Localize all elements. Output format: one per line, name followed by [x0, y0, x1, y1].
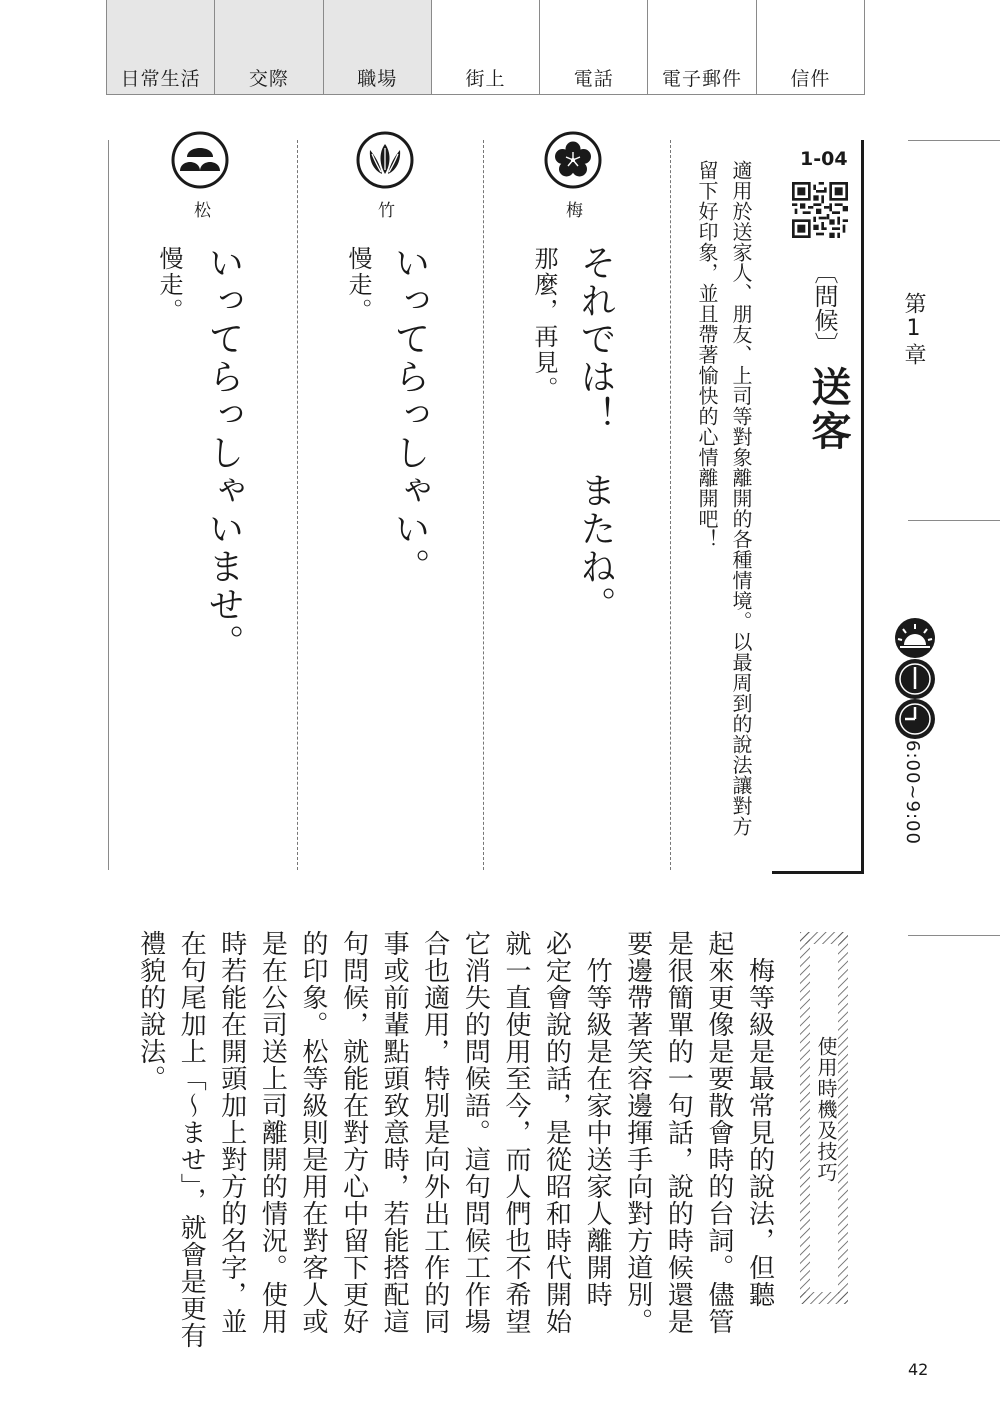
column-divider [297, 140, 298, 870]
time-clock-icon [892, 615, 938, 740]
tab-phone[interactable]: 電話 [539, 0, 647, 95]
bamboo-leaf-icon [355, 130, 415, 190]
tab-daily-life[interactable]: 日常生活 [106, 0, 214, 95]
tips-line: 事或前輩點頭致意時，若能搭配這 [379, 930, 410, 1335]
qr-code-icon[interactable] [792, 182, 848, 238]
tips-line: 是很簡單的一句話，說的時候還是 [663, 930, 694, 1335]
tab-street[interactable]: 街上 [431, 0, 539, 95]
tips-body [130, 930, 780, 1349]
tips-line: 起來更像是要散會時的台詞。儘管 [703, 930, 734, 1335]
summary-line: 留下好印象，並且帶著愉快的心情離開吧！ [695, 160, 719, 550]
rail-divider [908, 520, 1000, 521]
tab-social[interactable]: 交際 [214, 0, 322, 95]
column-divider [670, 140, 671, 870]
tabs-divider [106, 94, 865, 95]
category-tabs [106, 0, 865, 95]
level-pine-chinese: 慢走。 [155, 246, 183, 324]
level-bamboo-chinese: 慢走。 [344, 246, 372, 324]
tips-line: 它消失的問候語。這句問候工作場 [460, 930, 491, 1335]
lesson-category: 〔問候〕 [810, 260, 838, 356]
tips-line: 禮貌的說法。 [135, 930, 166, 1092]
level-label-pine: 松 [194, 201, 211, 221]
level-label-bamboo: 竹 [378, 201, 395, 221]
level-plum-japanese: それでは！ またね。 [575, 244, 616, 624]
tips-line: 必定會說的話，是從昭和時代開始 [541, 930, 572, 1335]
level-plum-chinese: 那麼，再見。 [530, 246, 558, 402]
rail-divider [908, 935, 1000, 936]
tips-line: 就一直使用至今，而人們也不希望 [500, 930, 531, 1335]
tips-line: 要邊帶著笑容邊揮手向對方道別。 [622, 930, 653, 1335]
page-number: 42 [908, 1360, 929, 1379]
level-label-plum: 梅 [566, 201, 583, 221]
lesson-summary [690, 160, 758, 837]
chapter-label: 第1章 [901, 292, 926, 367]
pine-tree-icon [170, 130, 230, 190]
tab-email[interactable]: 電子郵件 [647, 0, 755, 95]
tips-line: 竹等級是在家中送家人離開時 [582, 930, 613, 1308]
tips-title: 使用時機及技巧 [814, 1036, 838, 1183]
time-range: 6:00~9:00 [902, 740, 923, 845]
tab-workplace[interactable]: 職場 [323, 0, 431, 95]
summary-line: 適用於送家人、朋友、上司等對象離開的各種情境。以最周到的說法讓對方 [729, 160, 753, 837]
level-bamboo-japanese: いってらっしゃい。 [389, 244, 430, 586]
level-pine-japanese: いってらっしゃいませ。 [203, 244, 244, 662]
tips-line: 合也適用，特別是向外出工作的同 [419, 930, 450, 1335]
lesson-header-box [772, 140, 864, 874]
lesson-number: 1-04 [800, 148, 848, 170]
tips-line: 是在公司送上司離開的情況。使用 [257, 930, 288, 1335]
tips-line: 在句尾加上「～ませ」，就會是更有 [176, 930, 207, 1349]
tips-line: 梅等級是最常見的說法，但聽 [744, 930, 775, 1308]
tips-line: 句問候，就能在對方心中留下更好 [338, 930, 369, 1335]
tab-letter[interactable]: 信件 [756, 0, 865, 95]
rail-divider [908, 140, 1000, 141]
column-divider [108, 140, 109, 870]
tips-line: 的印象。松等級則是用在對客人或 [297, 930, 328, 1335]
plum-blossom-icon [543, 130, 603, 190]
column-divider [483, 140, 484, 870]
tips-line: 時若能在開頭加上對方的名字，並 [216, 930, 247, 1335]
lesson-title: 送客 [805, 366, 851, 454]
